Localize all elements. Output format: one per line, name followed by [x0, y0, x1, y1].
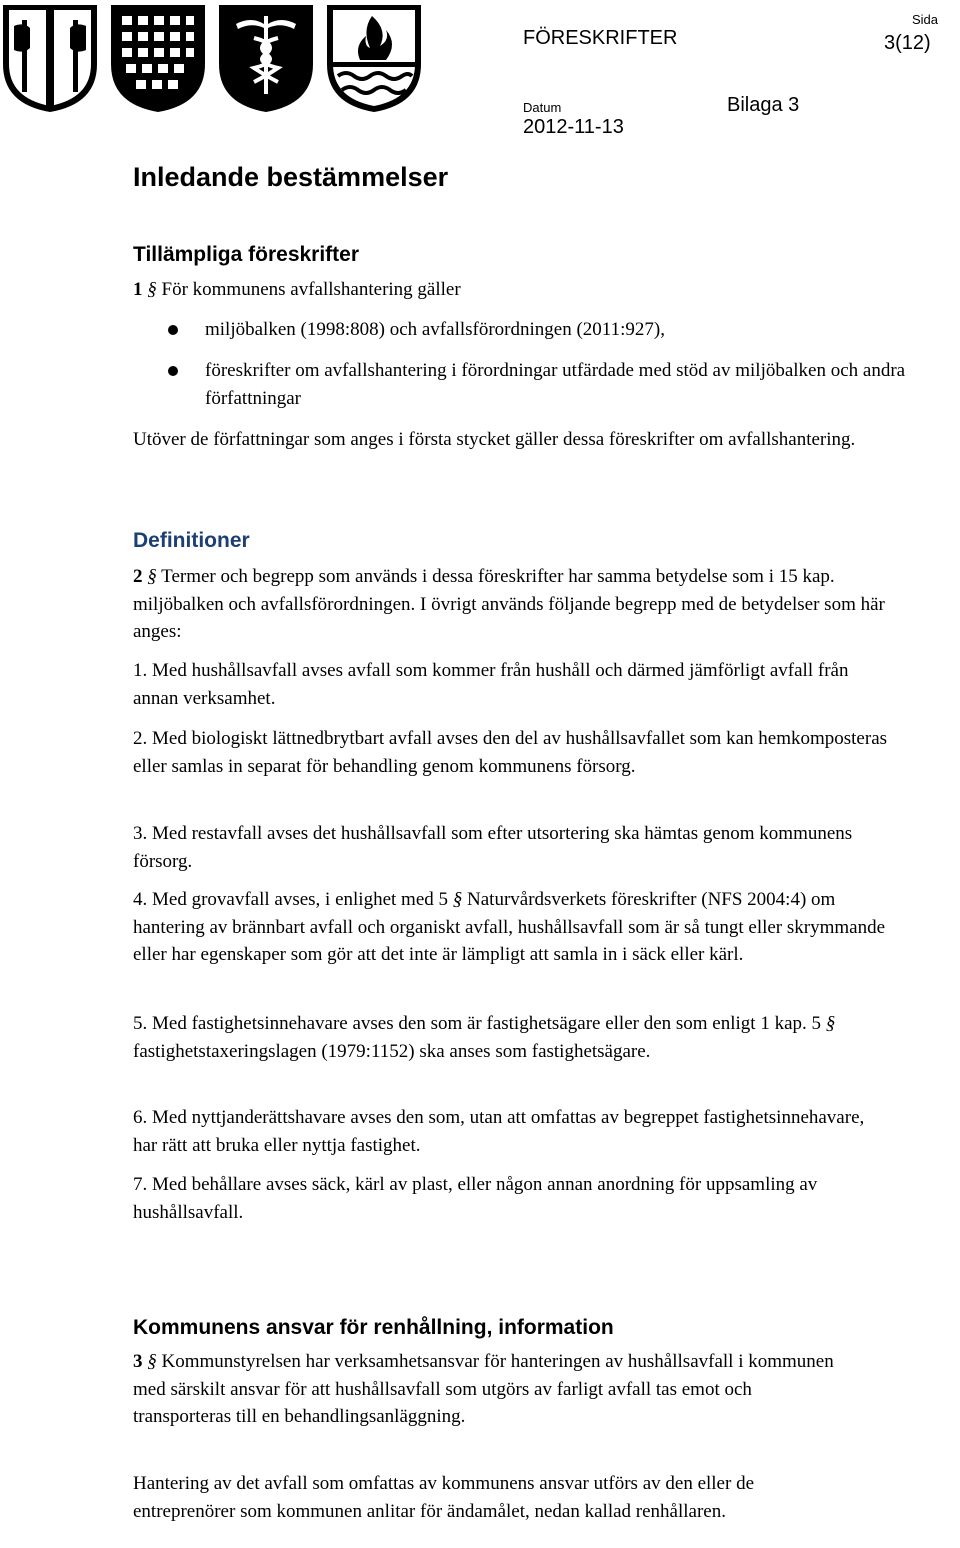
- attachment-label: Bilaga 3: [727, 94, 800, 116]
- date-value: 2012-11-13: [523, 116, 624, 138]
- bullet-icon: [168, 366, 178, 376]
- definition-item: 3. Med restavfall avses det hushållsavfall som efter utsortering ska hämtas genom kommunens försorg.: [133, 823, 853, 872]
- definition-item: 6. Med nyttjanderättshavare avses den som, utan att omfattas av begreppet fastighetsinnehavare, har rätt att bruka eller nyttja fastighet.: [133, 1107, 865, 1156]
- paragraph-text: Kommunstyrelsen har verksamhetsansvar för hanteringen av hushållsavfall i kommunen med särskilt ansvar för att hushållsavfall som utgörs av farligt avfall tas emot och transporteras till en behandlingsanläggning.: [133, 1351, 834, 1427]
- paragraph-1-intro: [133, 276, 933, 304]
- definition-text: fastighetstaxeringslagen (1979:1152) ska anses som fastighetsägare.: [133, 1040, 651, 1062]
- paragraph-number: 3: [133, 1351, 143, 1372]
- section-sign-icon: §: [147, 1351, 157, 1372]
- page-number: 3(12): [884, 32, 931, 54]
- section-sign-icon: §: [147, 279, 157, 300]
- definition-item: 1. Med hushållsavfall avses avfall som kommer från hushåll och därmed jämförligt avfall från annan verksamhet.: [133, 660, 849, 709]
- paragraph-1-outro: Utöver de författningar som anges i första stycket gäller dessa föreskrifter om avfallshantering.: [133, 429, 856, 450]
- definition-text: 5. Med fastighetsinnehavare avses den som är fastighetsägare eller den som enligt 1 kap. 5: [133, 1013, 822, 1034]
- paragraph-number: 2: [133, 566, 143, 587]
- definition-text: Naturvårdsverkets föreskrifter (NFS 2004:4) om hantering av brännbart avfall och organiskt avfall, hushållsavfall som är så tungt eller skrymmande eller har egenskaper som gör att det inte är lämpligt att samla in i säck eller kärl.: [133, 889, 886, 965]
- definition-item: [133, 1010, 893, 1065]
- bullet-icon: [168, 325, 178, 335]
- paragraph-3-continued: Hantering av det avfall som omfattas av kommunens ansvar utförs av den eller de entreprenörer som kommunen anlitar för ändamålet, nedan kallad renhållaren.: [133, 1473, 754, 1522]
- definition-item: 2. Med biologiskt lättnedbrytbart avfall avses den del av hushållsavfallet som kan hemkomposteras eller samlas in separat för behandling genom kommunens försorg.: [133, 728, 888, 777]
- section-title-definitions: Definitioner: [133, 529, 250, 552]
- axe-crest-icon: [0, 2, 100, 114]
- paragraph-text: För kommunens avfallshantering gäller: [161, 279, 461, 300]
- paragraph-number: 1: [133, 279, 143, 300]
- section-sign-icon: §: [825, 1013, 836, 1034]
- definition-text: 4. Med grovavfall avses, i enlighet med 5: [133, 889, 449, 910]
- list-item: miljöbalken (1998:808) och avfallsförordningen (2011:927),: [205, 319, 665, 340]
- section-title-municipal-responsibility: Kommunens ansvar för renhållning, information: [133, 1316, 614, 1339]
- section-sign-icon: §: [452, 889, 463, 910]
- paragraph-3: [133, 1348, 853, 1431]
- section-title-applicable-regulations: Tillämpliga föreskrifter: [133, 243, 360, 266]
- flame-crest-icon: [324, 2, 424, 114]
- paragraph-text: Termer och begrepp som används i dessa föreskrifter har samma betydelse som i 15 kap. miljöbalken och avfallsförordningen. I övrigt används följande begrepp med de betydelser som här anges:: [133, 566, 885, 642]
- date-label: Datum: [523, 100, 562, 115]
- definition-item: [133, 886, 903, 969]
- page-label: Sida: [912, 12, 939, 27]
- caduceus-crest-icon: [216, 2, 316, 114]
- document-type: FÖRESKRIFTER: [523, 27, 678, 49]
- fortress-crest-icon: [108, 2, 208, 114]
- list-item: föreskrifter om avfallshantering i förordningar utfärdade med stöd av miljöbalken och andra författningar: [205, 360, 906, 409]
- section-sign-icon: §: [147, 566, 157, 587]
- definition-item: 7. Med behållare avses säck, kärl av plast, eller någon annan anordning för uppsamling av hushållsavfall.: [133, 1174, 818, 1223]
- page-title: Inledande bestämmelser: [133, 162, 449, 192]
- paragraph-2-intro: [133, 563, 903, 646]
